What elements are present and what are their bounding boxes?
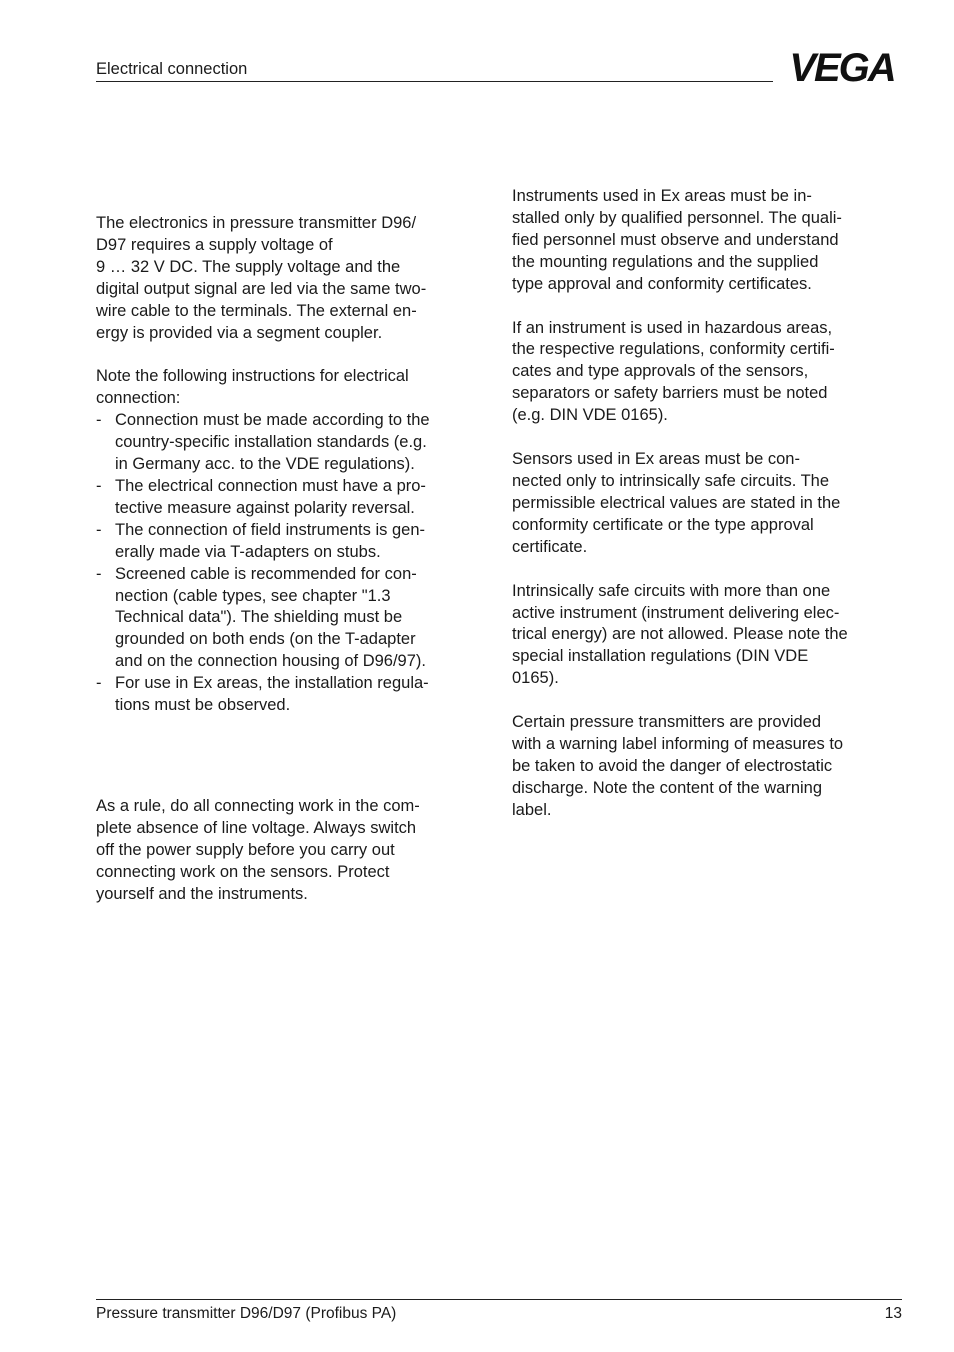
left-column [96, 213, 488, 905]
ex-areas-paragraph: Instruments used in Ex areas must be in- stalled only by qualified personnel. The quali- fied personnel must observe and understand the mounting regulations and the supplied type approval and conformity certificates. [512, 187, 842, 293]
list-item: - The connection of field instruments is gen- erally made via T-adapters on stubs. [96, 520, 425, 561]
vega-logo [782, 50, 902, 84]
safety-paragraph: As a rule, do all connecting work in the com- plete absence of line voltage. Always switch off the power supply before you carry out connecting work on the sensors. Protect yourself and the instruments. [96, 796, 420, 903]
instructions-intro: Note the following instructions for electrical connection: [96, 367, 409, 408]
hazardous-areas-paragraph: If an instrument is used in hazardous areas, the respective regulations, conformity certifi- cates and type approvals of the sensors, separators or safety barriers must be noted (e.g. DIN VDE 0165). [512, 318, 835, 425]
footer-rule [96, 1299, 902, 1300]
list-item: - Screened cable is recommended for con- nection (cable types, see chapter "1.3 Technical data"). The shielding must be grounded on both ends (on the T-adapter and on the connection housing of D96/97). [96, 564, 426, 671]
header-rule [96, 81, 773, 82]
list-item: - Connection must be made according to the country-specific installation standards (e.g. in Germany acc. to the VDE regulations). [96, 411, 430, 474]
intrinsically-safe-paragraph: Sensors used in Ex areas must be con- nected only to intrinsically safe circuits. The permissible electrical values are stated in the conformity certificate or the type approval certificate. [512, 450, 841, 556]
running-header: Electrical connection [96, 60, 248, 78]
supply-voltage-paragraph: The electronics in pressure transmitter D96/ D97 requires a supply voltage of 9 … 32 V DC. The supply voltage and the digital output signal are led via the same two- wire cable to the terminals. The external en- ergy is provided via a segment coupler. [96, 214, 427, 342]
circuits-paragraph: Intrinsically safe circuits with more than one active instrument (instrument delivering elec- trical energy) are not allowed. Please note the special installation regulations (DIN VDE 0165). [512, 581, 848, 688]
svg-text:VEGA: VEGA [789, 50, 895, 84]
warning-label-paragraph: Certain pressure transmitters are provided with a warning label informing of measures to be taken to avoid the danger of electrostatic discharge. Note the content of the warning label. [512, 713, 844, 819]
right-column [512, 186, 904, 822]
page-number: 13 [884, 1305, 902, 1322]
list-item: - For use in Ex areas, the installation regula- tions must be observed. [96, 674, 429, 715]
footer-doc-title: Pressure transmitter D96/D97 (Profibus PA) [96, 1305, 397, 1322]
list-item: - The electrical connection must have a pro- tective measure against polarity reversal. [96, 476, 426, 517]
